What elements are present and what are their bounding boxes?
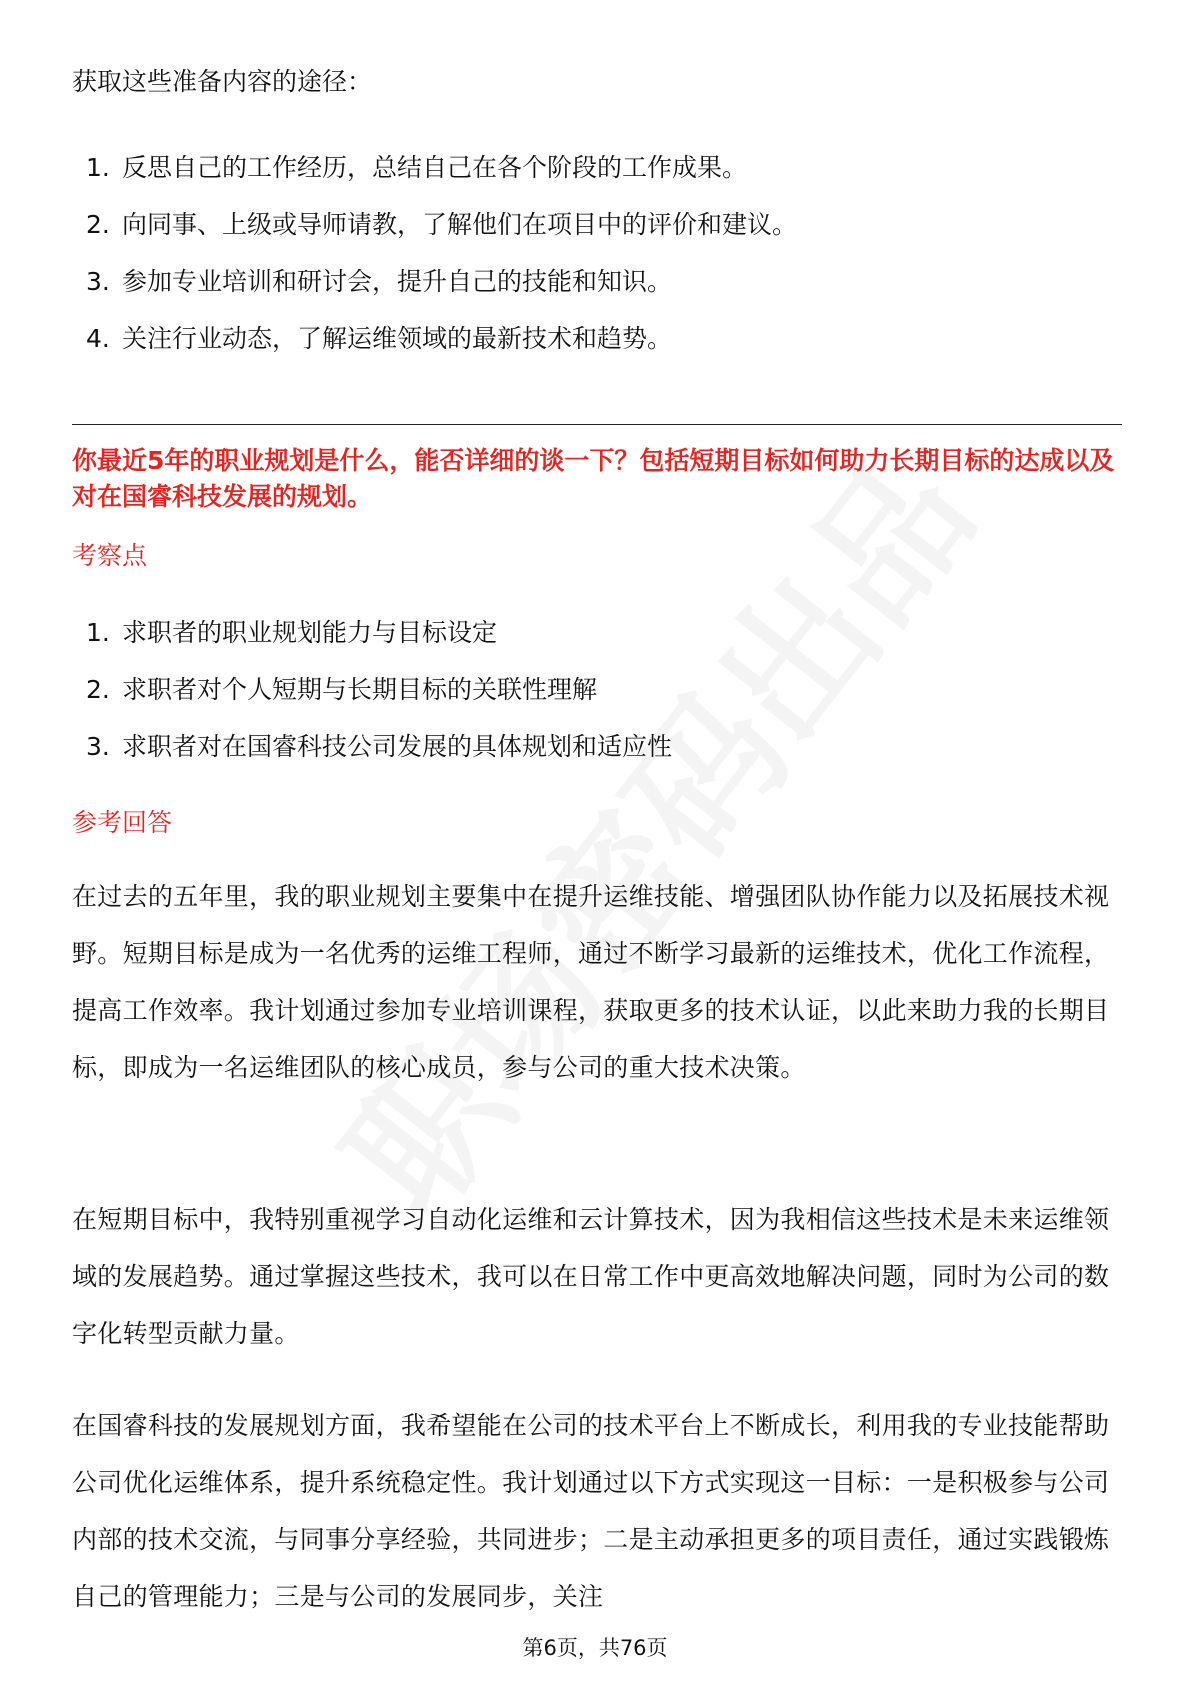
focus-label: 考察点 xyxy=(72,541,148,570)
list-text: 关注行业动态，了解运维领域的最新技术和趋势。 xyxy=(122,324,673,353)
list-item xyxy=(86,205,1086,262)
page-footer: 第6页，共76页 xyxy=(522,1636,668,1660)
section-divider xyxy=(72,424,1122,425)
list-text: 求职者的职业规划能力与目标设定 xyxy=(122,618,498,647)
list-text: 求职者对在国睿科技公司发展的具体规划和适应性 xyxy=(122,732,673,761)
answer-label: 参考回答 xyxy=(72,808,173,837)
list-number: 2. xyxy=(86,210,110,239)
list-number: 1. xyxy=(86,153,110,182)
list-item xyxy=(86,148,1086,205)
list-text: 求职者对个人短期与长期目标的关联性理解 xyxy=(122,675,598,704)
intro-text: 获取这些准备内容的途径： xyxy=(72,67,373,96)
watermark xyxy=(288,407,1012,1249)
question-heading: 你最近5年的职业规划是什么，能否详细的谈一下？包括短期目标如何助力长期目标的达成以及对在国睿科技发展的规划。 xyxy=(72,446,1115,511)
list-number: 1. xyxy=(86,618,110,647)
prep-list xyxy=(86,148,1086,376)
list-item xyxy=(86,319,1086,376)
focus-list xyxy=(86,613,1086,784)
answer-paragraph: 在过去的五年里，我的职业规划主要集中在提升运维技能、增强团队协作能力以及拓展技术视野。短期目标是成为一名优秀的运维工程师，通过不断学习最新的运维技术，优化工作流程，提高工作效率。我计划通过参加专业培训课程，获取更多的技术认证，以此来助力我的长期目标，即成为一名运维团队的核心成员，参与公司的重大技术决策。 xyxy=(72,882,1110,1082)
list-text: 向同事、上级或导师请教，了解他们在项目中的评价和建议。 xyxy=(122,210,798,239)
list-number: 3. xyxy=(86,267,110,296)
list-item xyxy=(86,613,1086,670)
list-number: 2. xyxy=(86,675,110,704)
list-text: 参加专业培训和研讨会，提升自己的技能和知识。 xyxy=(122,267,673,296)
list-item xyxy=(86,262,1086,319)
answer-paragraph: 在短期目标中，我特别重视学习自动化运维和云计算技术，因为我相信这些技术是未来运维领域的发展趋势。通过掌握这些技术，我可以在日常工作中更高效地解决问题，同时为公司的数字化转型贡献力量。 xyxy=(72,1205,1110,1348)
answer-paragraph: 在国睿科技的发展规划方面，我希望能在公司的技术平台上不断成长，利用我的专业技能帮助公司优化运维体系，提升系统稳定性。我计划通过以下方式实现这一目标：一是积极参与公司内部的技术交流，与同事分享经验，共同进步；二是主动承担更多的项目责任，通过实践锻炼自己的管理能力；三是与公司的发展同步，关注 xyxy=(72,1411,1110,1611)
list-number: 4. xyxy=(86,324,110,353)
list-number: 3. xyxy=(86,732,110,761)
list-text: 反思自己的工作经历，总结自己在各个阶段的工作成果。 xyxy=(122,153,748,182)
list-item xyxy=(86,727,1086,784)
list-item xyxy=(86,670,1086,727)
